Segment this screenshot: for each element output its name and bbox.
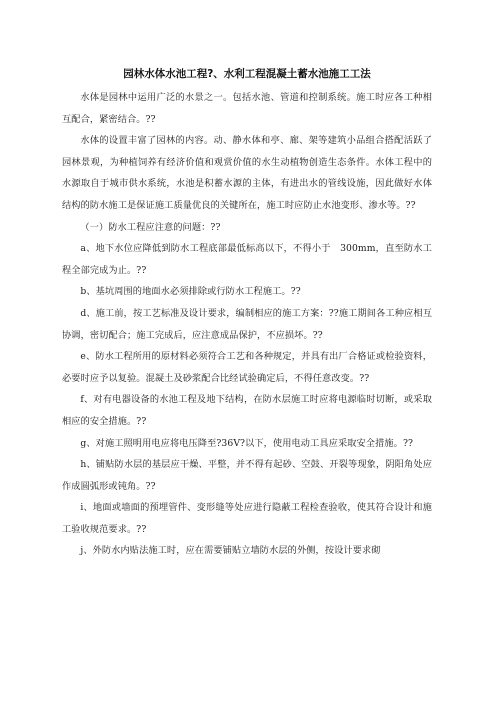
item-j: j、外防水内贴法施工时，应在需要铺贴立墙防水层的外侧，按设计要求砌 bbox=[80, 545, 381, 557]
item-h: h、铺贴防水层的基层应干燥、平整，并不得有起砂、空鼓、开裂等现象，阴阳角处应作成圆弧形或钝角。?? bbox=[62, 459, 432, 492]
item-i: i、地面或墙面的预埋管件、变形缝等处应进行隐蔽工程检查验收，使其符合设计和施工验收规范要求。?? bbox=[62, 502, 432, 535]
paragraph-overview: 水体的设置丰富了园林的内容。动、静水体和亭、廊、架等建筑小品组合搭配活跃了园林景观，为种植饲养有经济价值和观赏价值的水生动植物创造生态条件。水体工程中的水源取自于城市供水系统，水池是积蓄水源的主体，有进出水的管线设施，因此做好水体结构的防水施工是保证施工质量优良的关键所在，施工时应防止水池变形、渗水等。?? bbox=[62, 135, 432, 211]
section-heading-waterproofing: （一）防水工程应注意的问题：?? bbox=[80, 221, 221, 233]
item-e: e、防水工程所用的原材料必须符合工艺和各种规定，并具有出厂合格证或检验资料，必要时应予以复验。混凝土及砂浆配合比经试验确定后，不得任意改变。?? bbox=[62, 351, 432, 384]
item-a: a、地下水位应降低到防水工程底部最低标高以下，不得小于 300mm，直至防水工程全部完成为止。?? bbox=[62, 243, 432, 276]
item-d: d、施工前，按工艺标准及设计要求，编制相应的施工方案：??施工期间各工种应相互协调，密切配合；施工完成后，应注意成品保护，不应损坏。?? bbox=[62, 307, 432, 341]
document-title: 园林水体水池工程?、水利工程混凝土蓄水池施工工法 bbox=[123, 68, 371, 80]
item-g: g、对施工照明用电应将电压降至?36V?以下，使用电动工具应采取安全措施。?? bbox=[80, 437, 414, 449]
paragraph-intro: 水体是园林中运用广泛的水景之一。包括水池、管道和控制系统。施工时应各工种相互配合，紧密结合。?? bbox=[62, 92, 432, 125]
item-f: f、对有电器设备的水池工程及地下结构，在防水层施工时应将电源临时切断，或采取相应的安全措施。?? bbox=[62, 394, 432, 427]
item-b: b、基坑周围的地面水必须排除或行防水工程施工。?? bbox=[80, 286, 301, 298]
